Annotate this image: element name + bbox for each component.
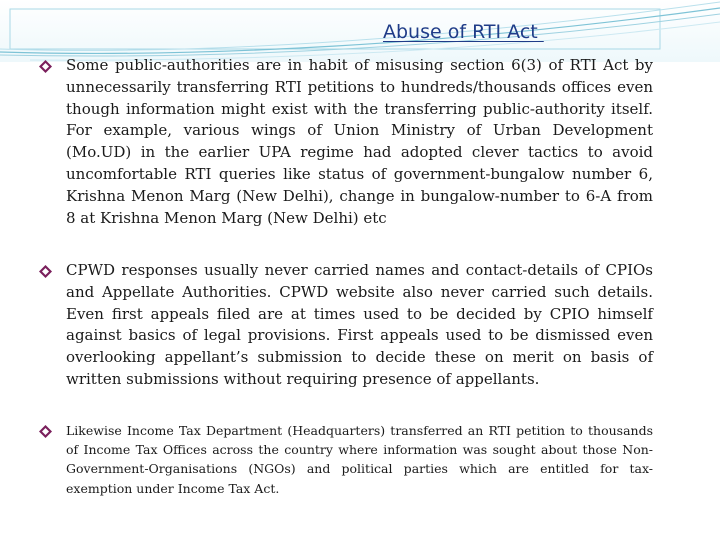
diamond-bullet-icon [39,265,52,278]
slide-title: Abuse of RTI Act [383,21,544,43]
diamond-bullet-icon [39,60,52,73]
bullet-paragraph-3: Likewise Income Tax Department (Headquarters) transferred an RTI petition to thousands of Income Tax Offices across the country where information was sought about those Non-Government-Organisations (NGOs) and political parties which are entitled for tax-exemption under Income Tax Act. [66,423,653,496]
decorative-swoosh-lines [0,0,720,62]
bullet-paragraph-2: CPWD responses usually never carried names and contact-details of CPIOs and Appellate Authorities. CPWD website also never carried such details. Even first appeals filed are at times used to be decided by CPIO himself against basics of legal provisions. First appeals used to be dismissed even overlooking appellant’s submission to decide these on merit on basis of written submissions without requiring presence of appellants. [66,261,653,388]
header-band [0,0,720,62]
bullet-paragraph-1: Some public-authorities are in habit of misusing section 6(3) of RTI Act by unnecessarily transferring RTI petitions to hundreds/thousands offices even though information might exist with the transferring public-authority itself. For example, various wings of Union Ministry of Urban Development (Mo.UD) in the earlier UPA regime had adopted clever tactics to avoid uncomfortable RTI queries like status of government-bungalow number 6, Krishna Menon Marg (New Delhi), change in bungalow-number to 6-A from 8 at Krishna Menon Marg (New Delhi) etc [66,56,653,227]
diamond-bullet-icon [39,425,52,438]
